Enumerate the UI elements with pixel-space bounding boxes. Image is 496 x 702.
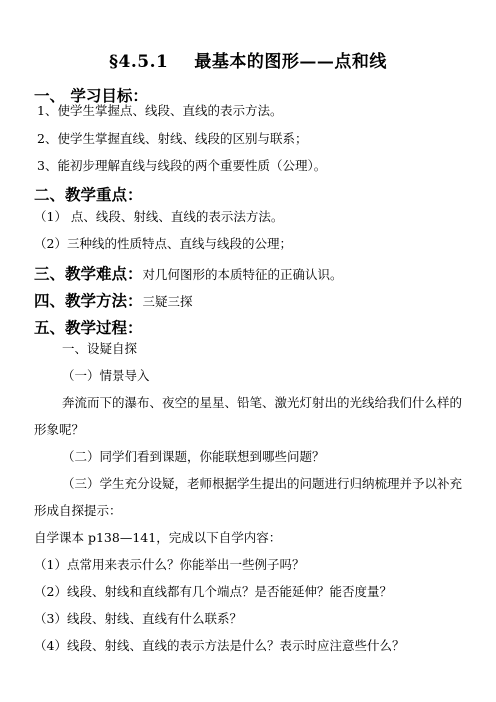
objective-item: 1、使学生掌握点、线段、直线的表示方法。 — [37, 103, 283, 118]
method-label: 四、教学方法： — [34, 292, 143, 310]
objective-item: 2、使学生掌握直线、射线、线段的区别与联系； — [37, 131, 308, 146]
heading-difficulty — [34, 262, 343, 284]
heading-key-points: 二、教学重点： — [34, 186, 143, 204]
heading-objectives: 一、 学习目标： — [34, 87, 148, 105]
process-substep: （二）同学们看到课题，你能联想到哪些问题？ — [62, 449, 325, 464]
paragraph-line: （三）学生充分设疑，老师根据学生提出的问题进行归纳梳理并予以补充 — [62, 476, 463, 491]
question-item: （3）线段、射线、直线有什么联系？ — [34, 611, 242, 626]
process-substep: （一）情景导入 — [62, 368, 150, 383]
page-title — [0, 47, 496, 72]
paragraph-line: 奔流而下的瀑布、夜空的星星、铅笔、激光灯射出的光线给我们什么样的 — [62, 395, 463, 410]
method-text: 三疑三探 — [142, 294, 193, 309]
question-item: （1）点常用来表示什么？你能举出一些例子吗？ — [34, 557, 305, 572]
key-point-item: （1） 点、线段、射线、直线的表示法方法。 — [34, 209, 284, 224]
paragraph-line: 形成自探提示： — [34, 503, 122, 518]
question-item: （4）线段、射线、直线的表示方法是什么？表示时应注意些什么？ — [34, 638, 405, 653]
key-point-item: （2）三种线的性质特点、直线与线段的公理； — [34, 236, 292, 251]
section-number: §4.5.1 — [109, 52, 169, 72]
paragraph-line: 形象呢？ — [34, 422, 85, 437]
title-text: 最基本的图形——点和线 — [194, 52, 387, 72]
self-study-line: 自学课本 p138—141，完成以下自学内容： — [34, 530, 282, 545]
heading-method — [34, 289, 193, 311]
difficulty-label: 三、教学难点： — [34, 265, 143, 283]
process-step: 一、设疑自探 — [62, 341, 138, 356]
question-item: （2）线段、射线和直线都有几个端点？是否能延伸？能否度量？ — [34, 584, 392, 599]
heading-process: 五、教学过程： — [34, 319, 143, 337]
difficulty-text: 对几何图形的本质特征的正确认识。 — [142, 267, 343, 282]
objective-item: 3、能初步理解直线与线段的两个重要性质（公理）。 — [37, 158, 327, 173]
